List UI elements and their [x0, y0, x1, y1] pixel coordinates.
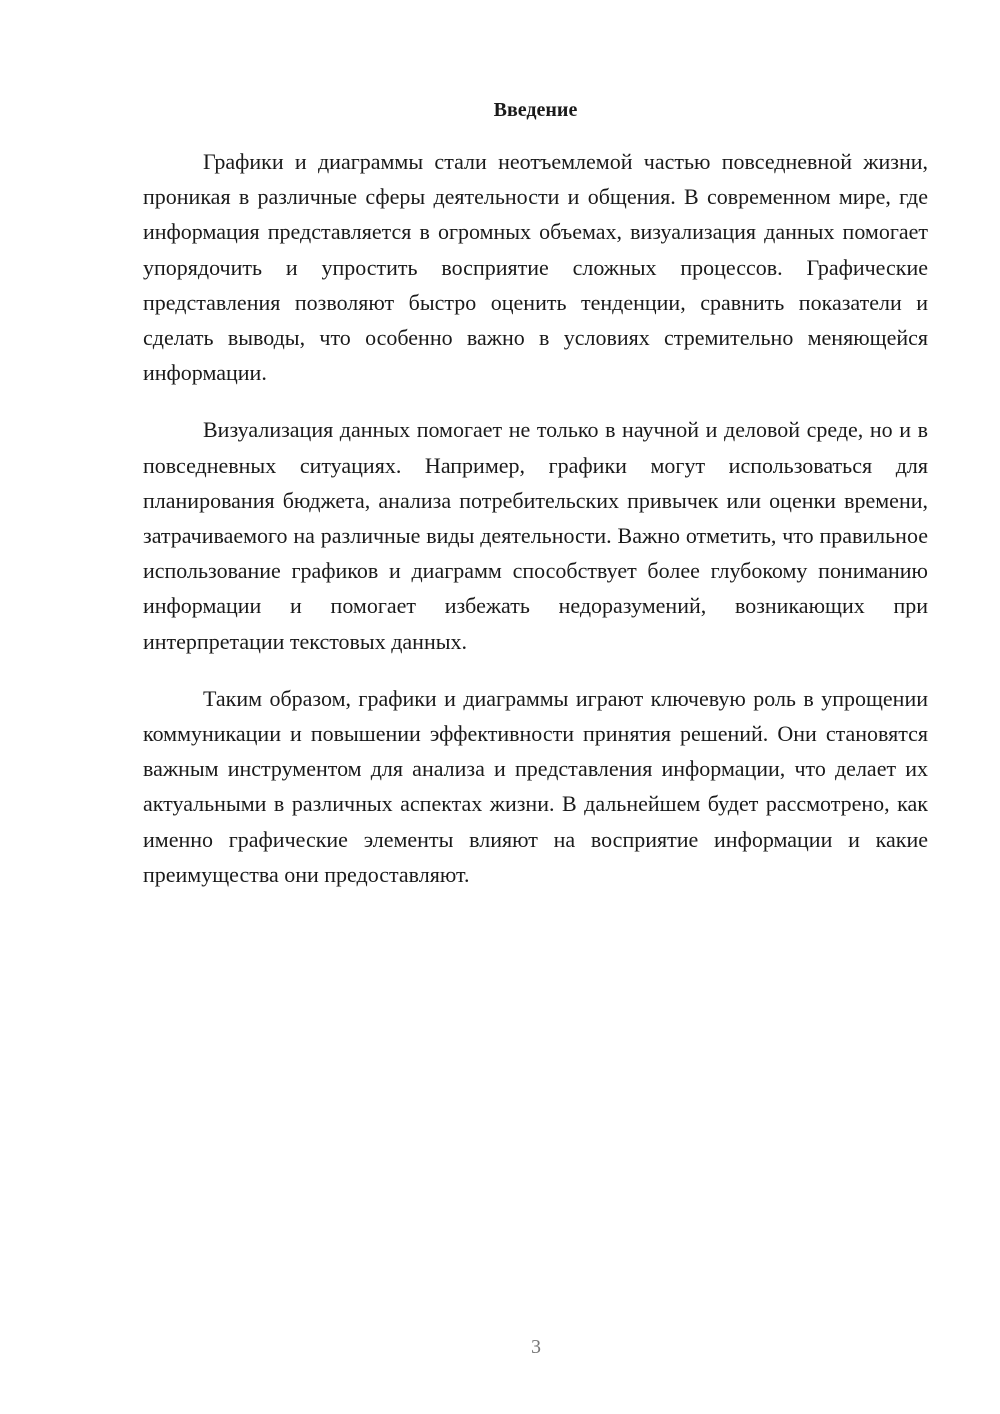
paragraph-1: Графики и диаграммы стали неотъемлемой частью повседневной жизни, проникая в различные сферы деятельности и общения. В современном мире, где информация представляется в огромных объемах, визуализация данных помогает упорядочить и упростить восприятие сложных процессов. Графические представления позволяют быстро оценить тенденции, сравнить показатели и сделать выводы, что особенно важно в условиях стремительно меняющейся информации. — [143, 149, 928, 386]
page-content — [143, 96, 928, 914]
paragraph-2: Визуализация данных помогает не только в научной и деловой среде, но и в повседневных ситуациях. Например, графики могут использоваться для планирования бюджета, анализа потребительских привычек или оценки времени, затрачиваемого на различные виды деятельности. Важно отметить, что правильное использование графиков и диаграмм способствует более глубокому пониманию информации и помогает избежать недоразумений, возникающих при интерпретации текстовых данных. — [143, 417, 928, 654]
section-heading: Введение — [493, 99, 578, 121]
paragraph-3: Таким образом, графики и диаграммы играют ключевую роль в упрощении коммуникации и повышении эффективности принятия решений. Они становятся важным инструментом для анализа и представления информации, что делает их актуальными в различных аспектах жизни. В дальнейшем будет рассмотрено, как именно графические элементы влияют на восприятие информации и какие преимущества они предоставляют. — [143, 685, 928, 887]
page-number: 3 — [531, 1336, 541, 1358]
